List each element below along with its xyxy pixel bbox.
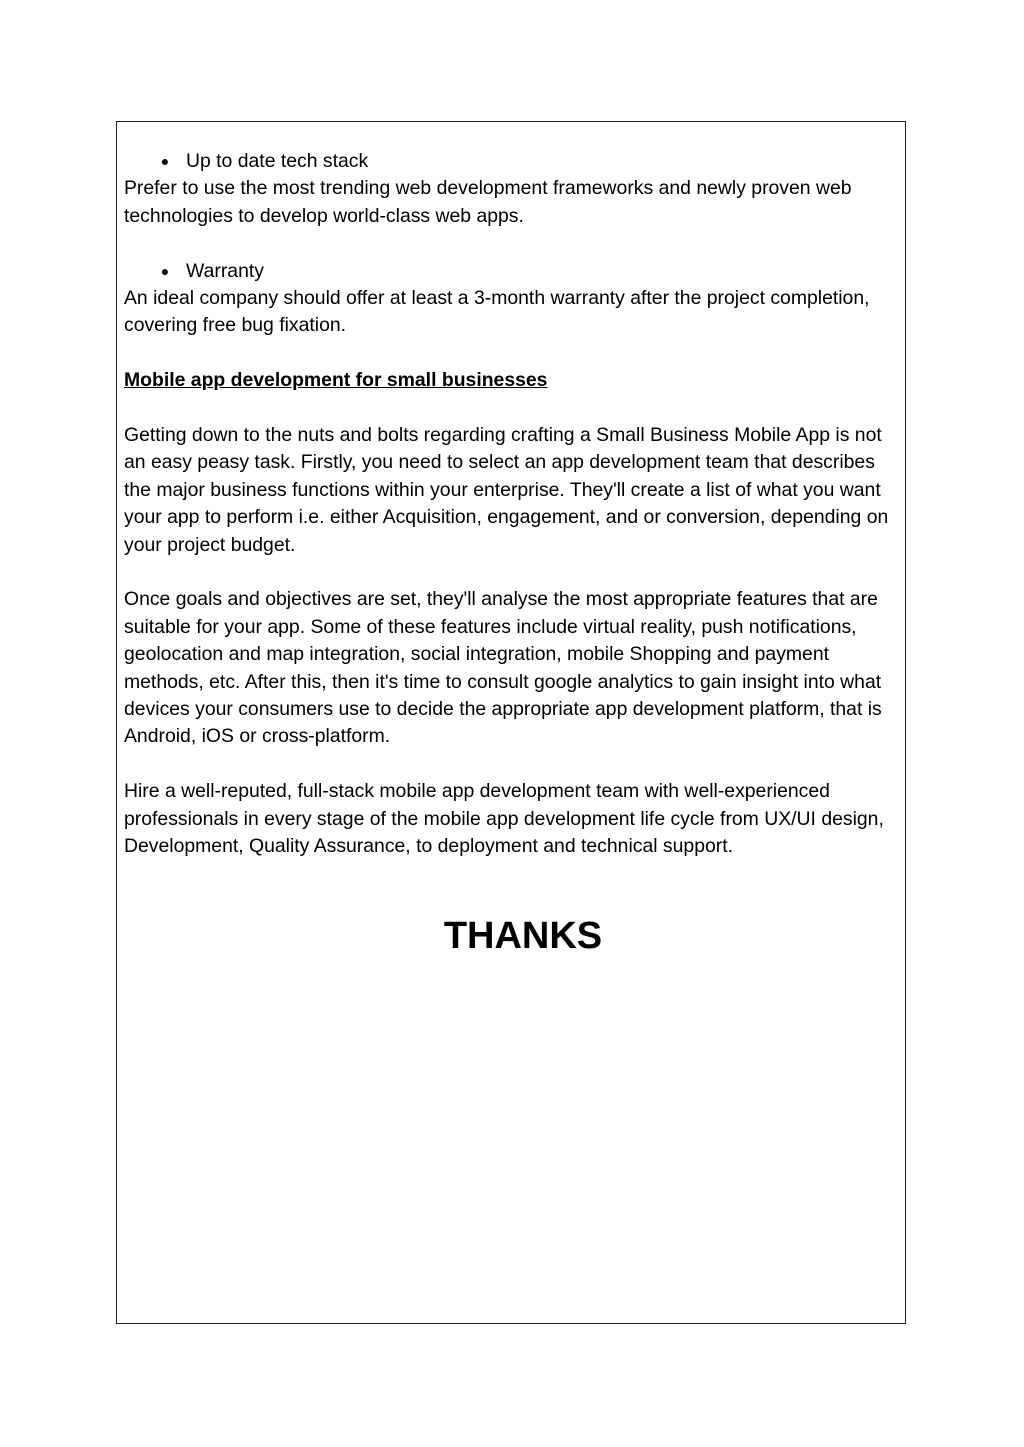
section-heading: Mobile app development for small businesses xyxy=(124,369,548,392)
bullet-body: Prefer to use the most trending web development frameworks and newly proven web technologies to develop world-class web apps. xyxy=(124,177,852,227)
paragraph: Hire a well-reputed, full-stack mobile app development team with well-experienced professionals in every stage of the mobile app development life cycle from UX/UI design, Development, Quality Assurance, to deployment and technical support. xyxy=(124,780,884,858)
paragraph: Getting down to the nuts and bolts regarding crafting a Small Business Mobile App is not an easy peasy task. Firstly, you need to select an app development team that describes the major business functions within your enterprise. They'll create a list of what you want your app to perform i.e. either Acquisition, engagement, and or conversion, depending on your project budget. xyxy=(124,424,889,556)
bullet-item-warranty xyxy=(124,258,902,285)
bullet-icon: ● xyxy=(160,153,170,169)
bullet-item-tech-stack xyxy=(124,148,902,175)
bullet-title: Up to date tech stack xyxy=(186,150,369,172)
bullet-title: Warranty xyxy=(186,259,264,282)
bullet-icon: ● xyxy=(160,262,170,279)
bullet-body: An ideal company should offer at least a 3-month warranty after the project completion, covering free bug fixation. xyxy=(124,287,870,337)
paragraph: Once goals and objectives are set, they'll analyse the most appropriate features that are suitable for your app. Some of these features include virtual reality, push notifications, geolocation and map integration, social integration, mobile Shopping and payment methods, etc. After this, then it's time to consult google analytics to gain insight into what devices your consumers use to decide the appropriate app development platform, that is Android, iOS or cross-platform. xyxy=(124,588,882,748)
closing-title: THANKS xyxy=(443,915,603,957)
document-body xyxy=(124,148,902,860)
